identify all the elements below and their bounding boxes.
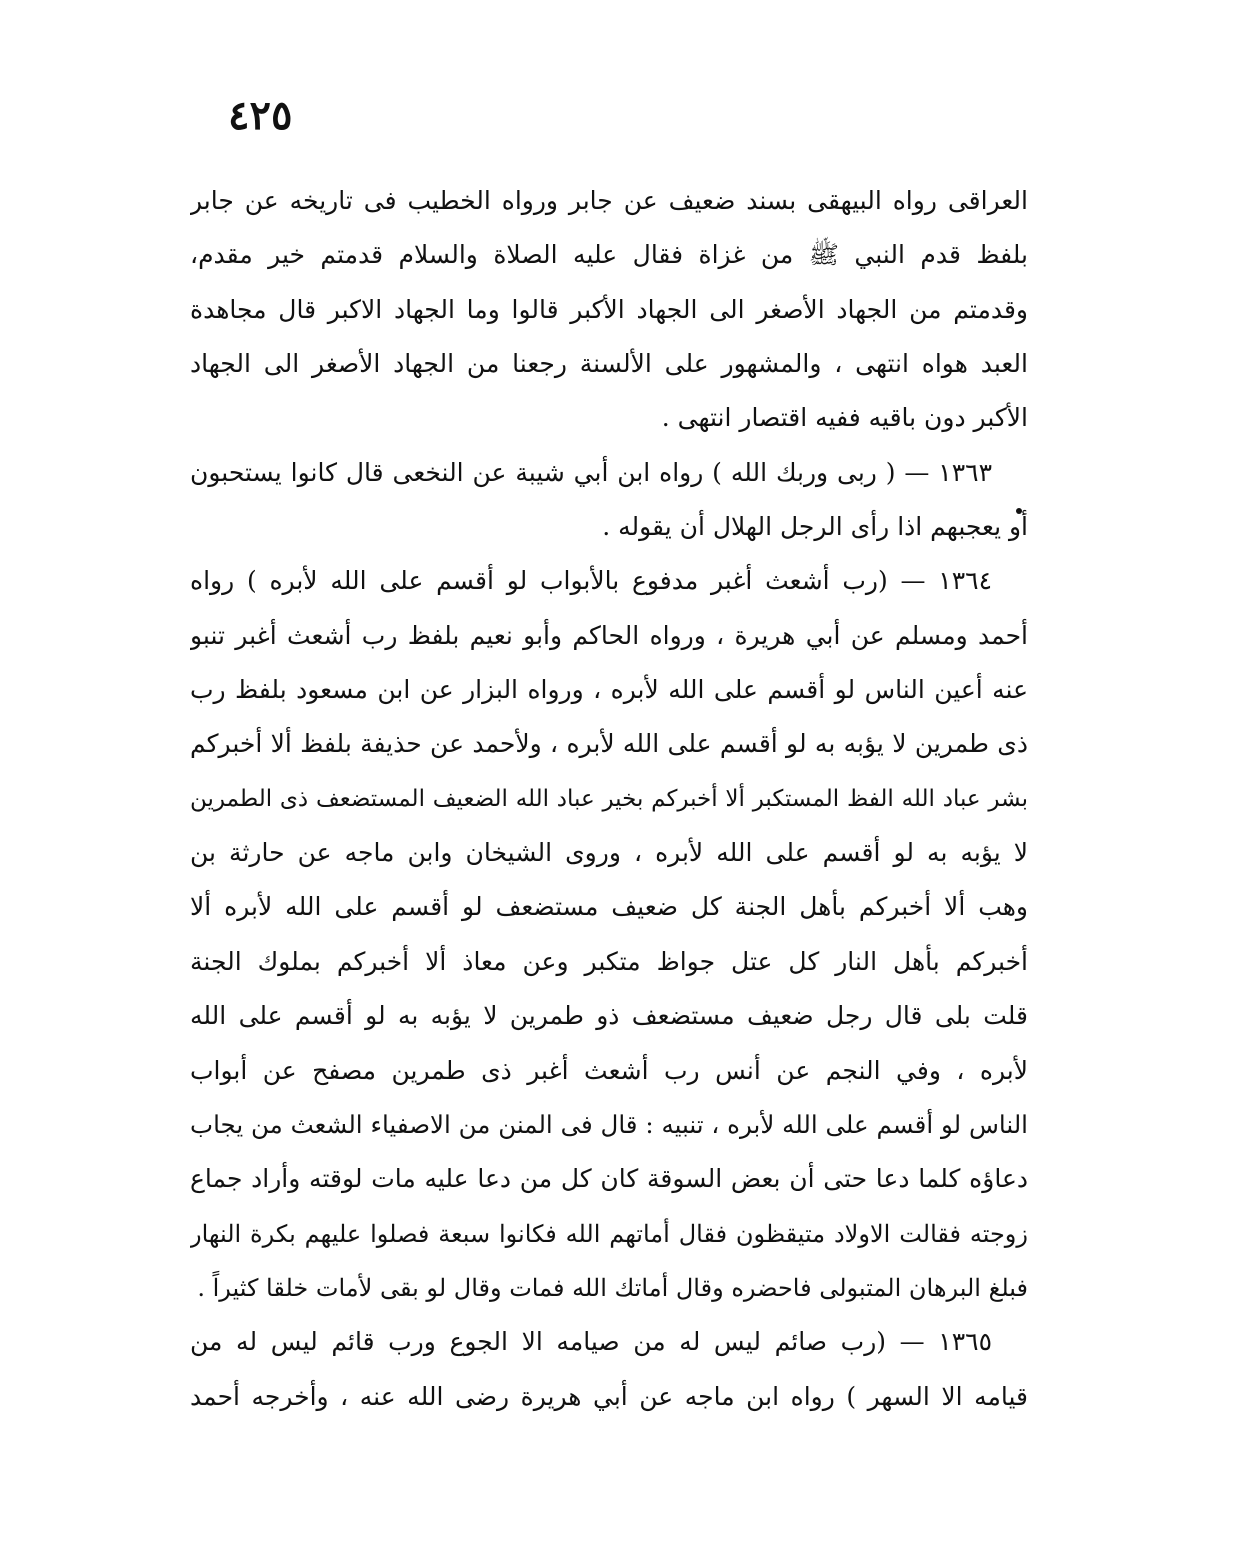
text-line: ١٣٦٤ — (رب أشعث أغبر مدفوع بالأبواب لو أقسم على الله لأبره ) رواه [190,566,992,596]
text-line: قيامه الا السهر ) رواه ابن ماجه عن أبي هريرة رضى الله عنه ، وأخرجه أحمد [190,1381,1028,1411]
text-line: ١٣٦٣ — ( ربى وربك الله ) رواه ابن أبي شيبة عن النخعى قال كانوا يستحبون [190,457,992,487]
text-line: الناس لو أقسم على الله لأبره ، تنبيه : قال فى المنن من الاصفياء الشعث من يجاب [190,1109,1028,1139]
text-line: ذى طمرين لا يؤبه به لو أقسم على الله لأبره ، ولأحمد عن حذيفة بلفظ ألا أخبركم [190,729,1028,759]
text-line: ١٣٦٥ — (رب صائم ليس له من صيامه الا الجوع ورب قائم ليس له من [190,1327,992,1357]
text-line: العبد هواه انتهى ، والمشهور على الألسنة رجعنا من الجهاد الأصغر الى الجهاد [190,349,1028,379]
text-line: أخبركم بأهل النار كل عتل جواظ متكبر وعن معاذ ألا أخبركم بملوك الجنة [190,946,1028,976]
text-line: الأكبر دون باقيه ففيه اقتصار انتهى . [661,403,1028,433]
text-line: زوجته فقالت الاولاد متيقظون فقال أماتهم الله فكانوا سبعة فصلوا عليهم بكرة النهار [190,1219,1028,1248]
text-line: فبلغ البرهان المتبولى فاحضره وقال أماتك الله فمات وقال لو بقى لأمات خلقا كثيراً . [197,1273,1028,1302]
text-line: بلفظ قدم النبي ﷺ من غزاة فقال عليه الصلاة والسلام قدمتم خير مقدم، [190,240,1028,270]
text-line: وقدمتم من الجهاد الأصغر الى الجهاد الأكبر قالوا وما الجهاد الاكبر قال مجاهدة [190,294,1028,324]
body-text [190,174,1028,1424]
text-line: العراقى رواه البيهقى بسند ضعيف عن جابر ورواه الخطيب فى تاريخه عن جابر [190,186,1028,215]
text-line: دعاؤه كلما دعا حتى أن بعض السوقة كان كل من دعا عليه مات لوقته وأراد جماع [190,1164,1028,1194]
text-line: أحمد ومسلم عن أبي هريرة ، ورواه الحاكم وأبو نعيم بلفظ رب أشعث أغبر تنبو [190,620,1028,650]
text-line: قلت بلى قال رجل ضعيف مستضعف ذو طمرين لا يؤبه به لو أقسم على الله [190,1001,1028,1031]
text-line: وهب ألا أخبركم بأهل الجنة كل ضعيف مستضعف لو أقسم على الله لأبره ألا [190,892,1028,922]
page-number: ٤٢٥ [228,92,293,139]
text-line: لأبره ، وفي النجم عن أنس رب أشعث أغبر ذى طمرين مصفح عن أبواب [190,1055,1028,1085]
text-line: عنه أعين الناس لو أقسم على الله لأبره ، ورواه البزار عن ابن مسعود بلفظ رب [190,675,1028,705]
text-line: بشر عباد الله الفظ المستكبر ألا أخبركم بخير عباد الله الضعيف المستضعف ذى الطمرين [190,785,1028,812]
text-line: أو يعجبهم اذا رأى الرجل الهلال أن يقوله . [602,512,1028,542]
text-line: لا يؤبه به لو أقسم على الله لأبره ، وروى الشيخان وابن ماجه عن حارثة بن [190,838,1028,868]
